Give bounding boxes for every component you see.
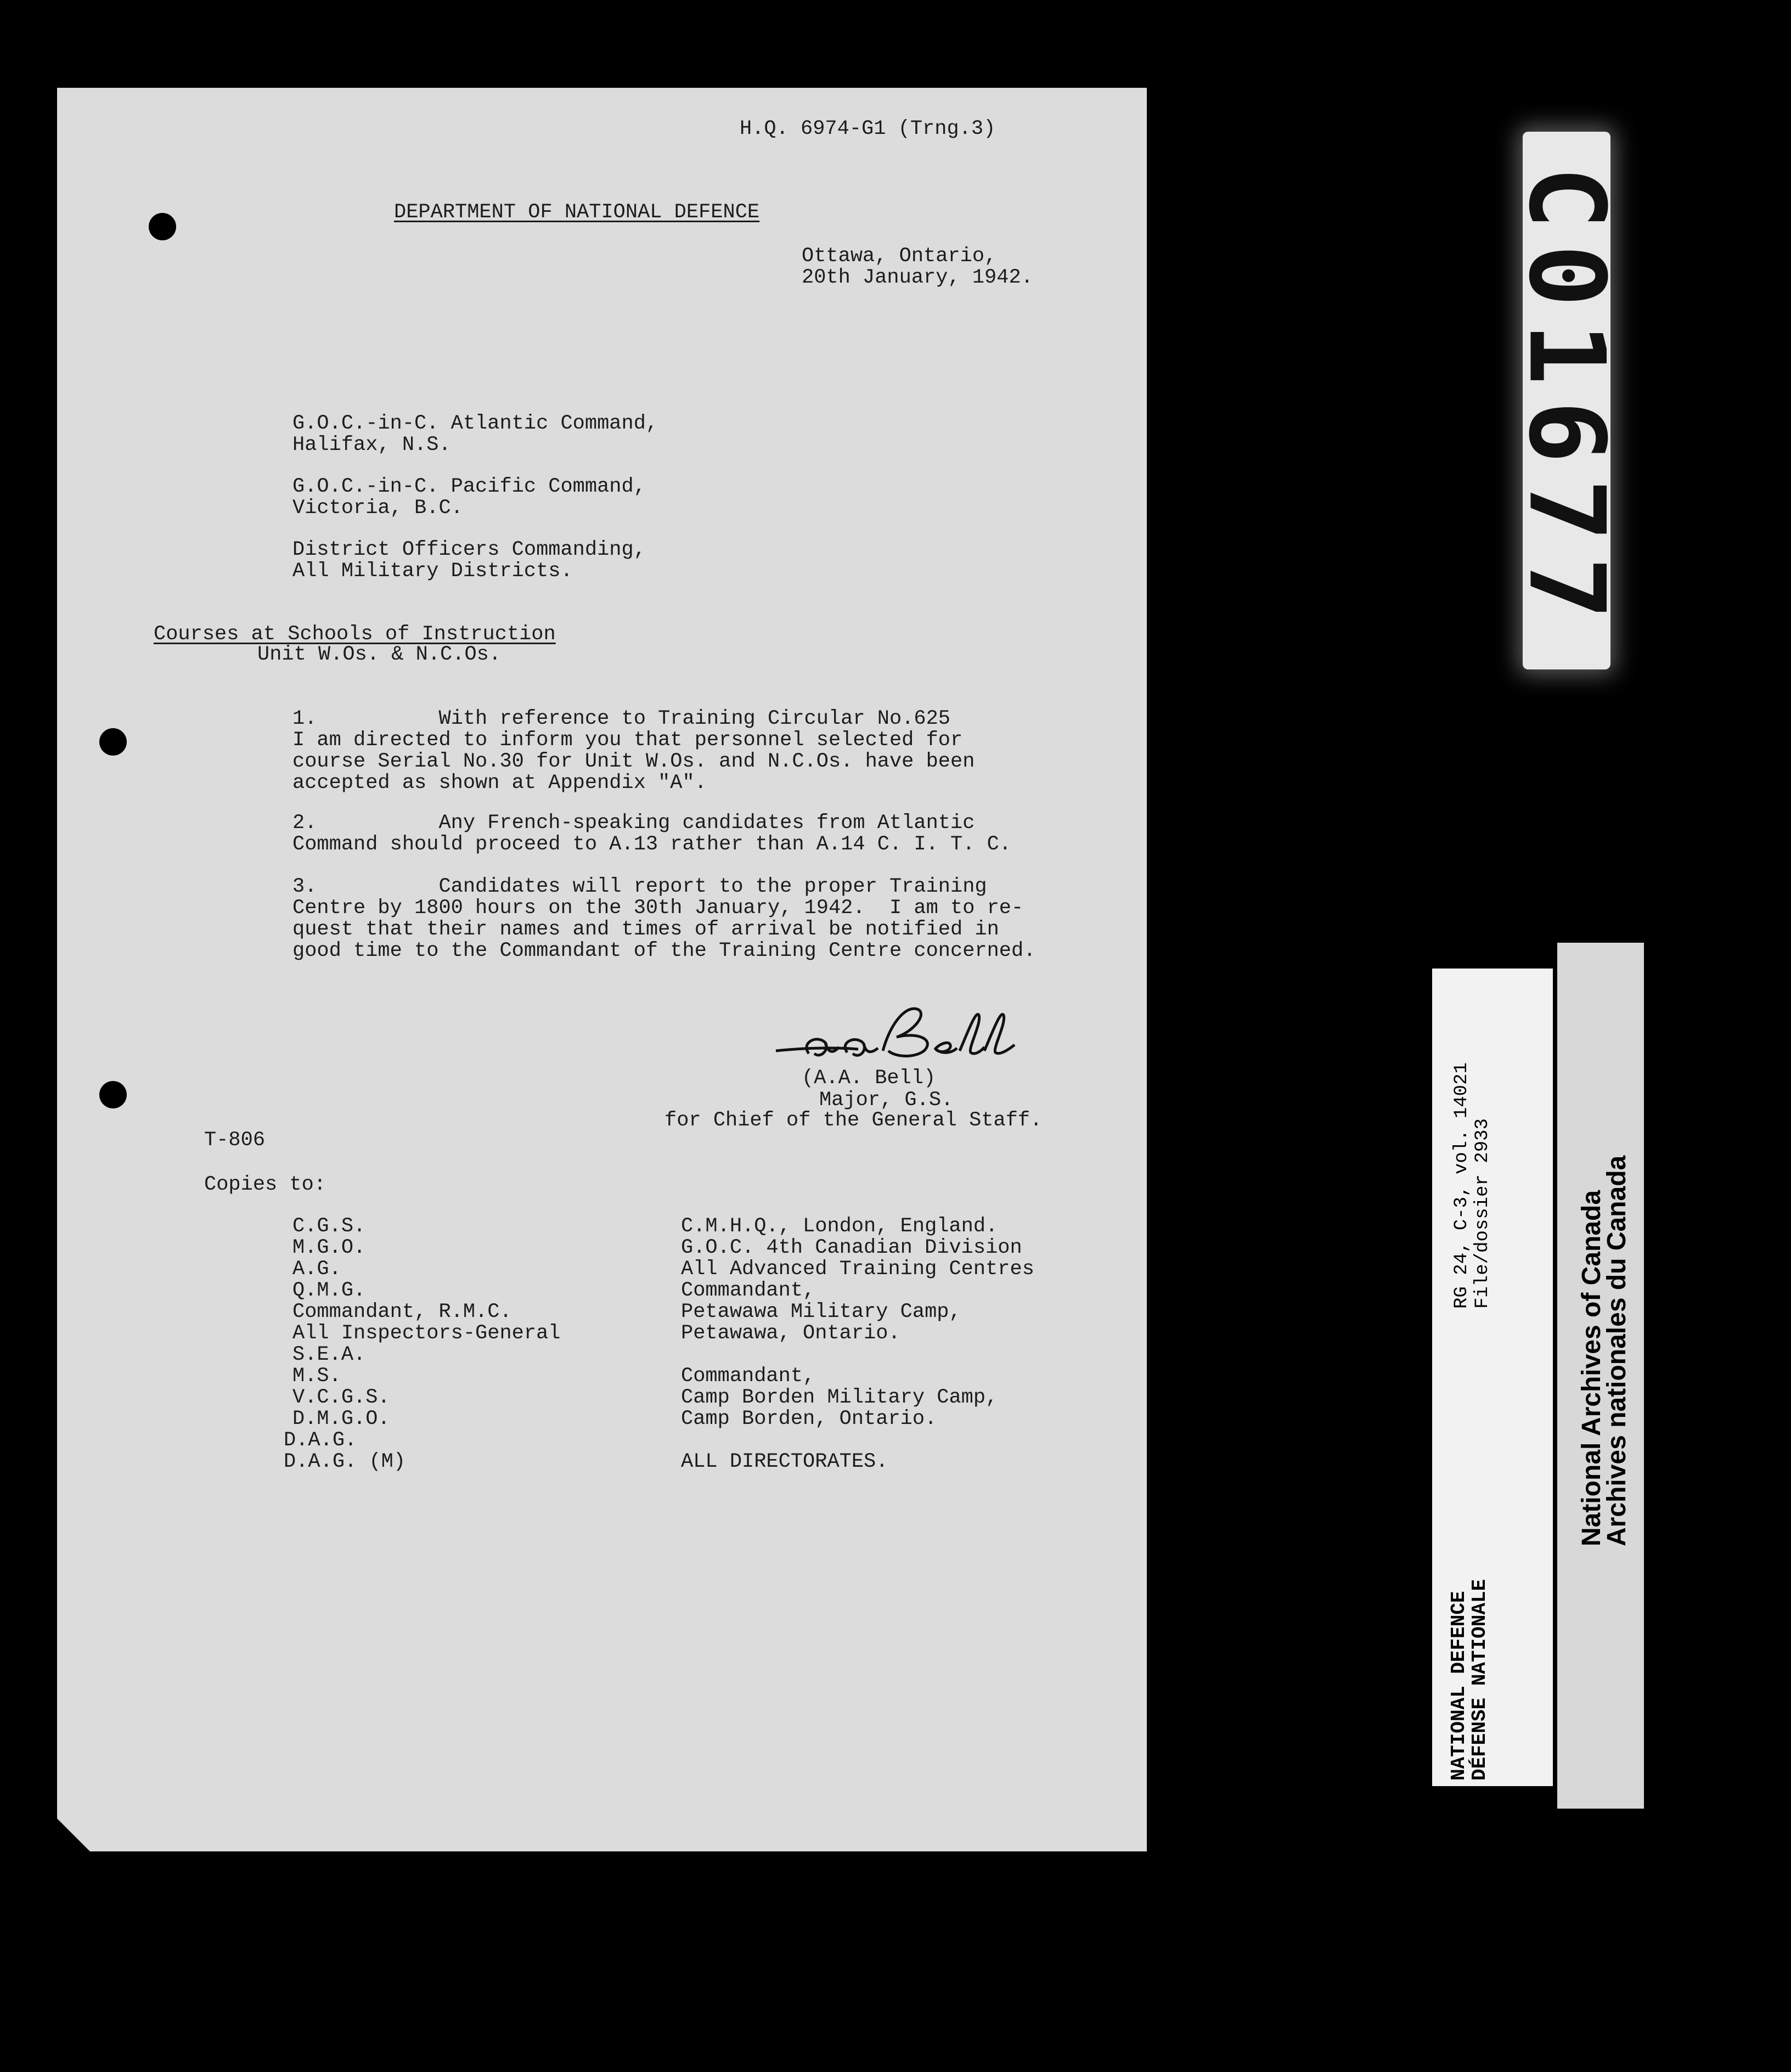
reference-number: T-806 bbox=[204, 1129, 266, 1152]
national-archives-label bbox=[1557, 943, 1644, 1809]
paragraph-3: 3. Candidates will report to the proper Training Centre by 1800 hours on the 30th January, 1942. I am to re- quest that their names and times of arrival be notified in good time to the Commandant of the Training Centre concerned. bbox=[292, 875, 1036, 962]
addressee-line: G.O.C.-in-C. Pacific Command, bbox=[292, 475, 646, 498]
file-reference: H.Q. 6974-G1 (Trng.3) bbox=[740, 117, 996, 140]
signature-name: (A.A. Bell) bbox=[802, 1067, 936, 1090]
paragraph-1: 1. With reference to Training Circular No.625 I am directed to inform you that personnel selected for course Serial No.30 for Unit W.Os. and N.C.Os. have been accepted as shown at Appendix "A". bbox=[292, 707, 975, 795]
addressee-line: Halifax, N.S. bbox=[292, 433, 451, 457]
archives-label-line: National Archives of Canada bbox=[1577, 1190, 1606, 1546]
archives-label-line: Archives nationales du Canada bbox=[1602, 1155, 1631, 1546]
copies-list-left: C.G.S. M.G.O. A.G. Q.M.G. Commandant, R.M.C. All Inspectors-General S.E.A. M.S. V.C.G.S. D.M.G.O. bbox=[292, 1215, 561, 1431]
copies-list-right: C.M.H.Q., London, England. G.O.C. 4th Canadian Division All Advanced Training Centres Commandant, Petawawa Military Camp, Petawawa, Ontario. Commandant, Camp Borden Military Camp, Camp Borden, Ontario. ALL DIRECTORATES. bbox=[681, 1215, 1034, 1473]
signature-rank: Major, G.S. bbox=[819, 1089, 954, 1112]
archive-reference-slip bbox=[1432, 969, 1553, 1786]
addressee-line: G.O.C.-in-C. Atlantic Command, bbox=[292, 412, 658, 435]
addressee-line: All Military Districts. bbox=[292, 560, 573, 583]
punch-hole bbox=[99, 728, 127, 756]
subject-line: Courses at Schools of Instruction bbox=[154, 623, 556, 646]
department-heading: DEPARTMENT OF NATIONAL DEFENCE bbox=[394, 201, 760, 224]
signature-for: for Chief of the General Staff. bbox=[664, 1109, 1043, 1132]
microfilm-frame-number bbox=[1506, 132, 1627, 669]
department-stamp-line: DÉFENSE NATIONALE bbox=[1468, 1579, 1491, 1781]
frame-number-text: C01677 bbox=[1506, 166, 1627, 635]
page-corner-fold bbox=[57, 1818, 90, 1851]
reference-line: File/dossier 2933 bbox=[1472, 1118, 1493, 1309]
copies-label: Copies to: bbox=[204, 1173, 326, 1196]
addressee-line: District Officers Commanding, bbox=[292, 538, 646, 561]
addressee-line: Victoria, B.C. bbox=[292, 497, 463, 520]
punch-hole bbox=[99, 1081, 127, 1108]
letter-date: 20th January, 1942. bbox=[802, 266, 1033, 289]
handwritten-signature bbox=[770, 999, 1056, 1076]
copies-list-left-continued: D.A.G. D.A.G. (M) bbox=[284, 1429, 406, 1473]
document-page bbox=[57, 88, 1147, 1851]
subject-line: Unit W.Os. & N.C.Os. bbox=[257, 643, 502, 666]
punch-hole bbox=[149, 213, 176, 240]
department-stamp-line: NATIONAL DEFENCE bbox=[1448, 1591, 1470, 1781]
letter-place: Ottawa, Ontario, bbox=[802, 245, 997, 268]
paragraph-2: 2. Any French-speaking candidates from Atlantic Command should proceed to A.13 rather than A.14 C. I. T. C. bbox=[292, 812, 1012, 856]
reference-line: RG 24, C-3, vol. 14021 bbox=[1451, 1062, 1472, 1309]
